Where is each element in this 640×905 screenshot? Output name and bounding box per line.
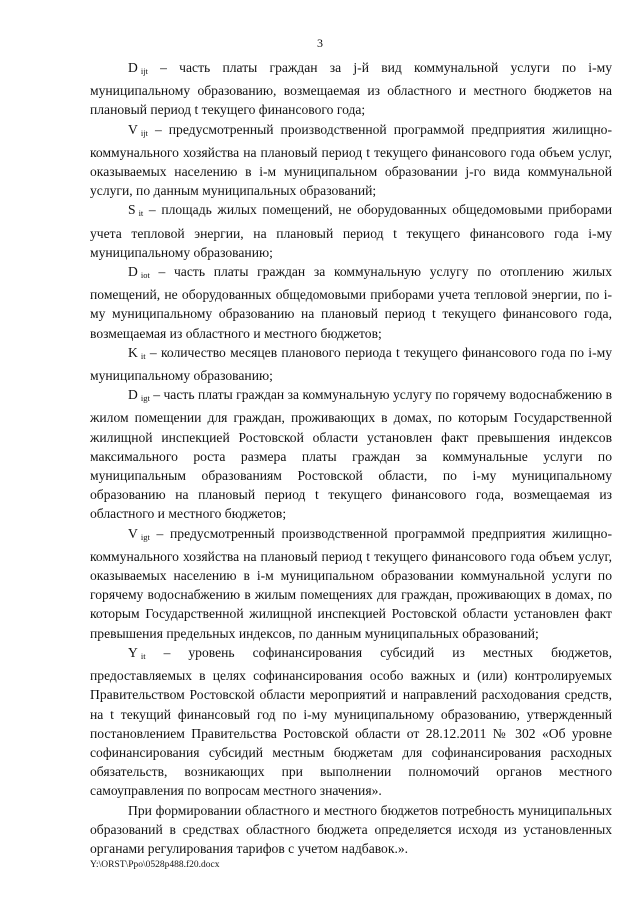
paragraph-y-it: Y $_{it}$ – уровень софинансирования субсидий из местных бюджетов, предоставляемых в целях софинансирования особо важных и (или) контролируемых Правительством Ростовской области мероприятий и направлений расходования средств, на t текущий финансовый год по i-му муниципальному образованию, утвержденный постановлением Правительства Ростовской области от 28.12.2011 № 302 «Об уровне софинансирования субсидий местным бюджетам для софинансирования расходных обязательств, возникающих при выполнении полномочий органов местного самоуправления по вопросам местного значения». (90, 644, 612, 799)
variable-symbol: D $_{ijt}$ (128, 60, 148, 76)
document-body (90, 58, 612, 858)
paragraph-v-igt: V $_{igt}$ – предусмотренный производственной программой предприятия жилищно-коммунального хозяйства на плановый период t текущего финансового года объем услуг, оказываемых населению в i-м муниципальном образовании коммунальной услуги по горячему водоснабжению в жилым помещениях для граждан, проживающих в домах, по которым Государственной жилищной инспекцией Ростовской области установлен факт превышения предельных индексов, по данным муниципальных образований; (90, 525, 612, 641)
paragraph-closing: При формировании областного и местного бюджетов потребность муниципальных образований в средствах областного бюджета определяется исходя из установленных органами регулирования тарифов с учетом надбавок.». (90, 802, 612, 856)
footer-file-path: Y:\ORST\Ppo\0528p488.f20.docx (90, 860, 220, 870)
paragraph-s-it: S $_{it}$ – площадь жилых помещений, не оборудованных общедомовыми приборами учета тепловой энергии, на плановый период t текущего финансового года i-му муниципальному образованию; (90, 202, 612, 260)
paragraph-d-iot: D $_{iot}$ – часть платы граждан за коммунальную услугу по отоплению жилых помещений, не оборудованных общедомовыми приборами учета тепловой энергии, по i-му муниципальному образованию на плановый период t текущего финансового года, возмещаемая из областного и местного бюджетов; (90, 264, 612, 341)
paragraph-k-it: K $_{it}$ – количество месяцев планового периода t текущего финансового года по i-му муниципальному образованию; (90, 344, 612, 384)
variable-symbol: D $_{iot}$ (128, 264, 150, 281)
variable-symbol: K $_{it}$ (128, 344, 146, 361)
paragraph-d-ijt: D $_{ijt}$ – часть платы граждан за j-й вид коммунальной услуги по i-му муниципальному образованию, возмещаемая из областного и местного бюджетов на плановый период t текущего финансового года; (90, 60, 612, 118)
variable-symbol: S $_{it}$ (128, 202, 144, 219)
variable-symbol: D $_{igt}$ (128, 387, 150, 404)
page-number: 3 (317, 36, 323, 50)
variable-symbol: V $_{ijt}$ (128, 121, 148, 138)
variable-symbol: Y $_{it}$ (128, 644, 146, 661)
variable-symbol: V $_{igt}$ (128, 525, 150, 542)
paragraph-d-igt: D $_{igt}$ – часть платы граждан за коммунальную услугу по горячему водоснабжению в жилом помещении для граждан, проживающих в домах, по которым Государственной жилищной инспекцией Ростовской области установлен факт превышения индексов максимального роста размера платы граждан за коммунальные услуги по муниципальным образованиям Ростовской области, по i-му муниципальному образованию на плановый период t текущего финансового года, возмещаемая из областного и местного бюджетов; (90, 387, 612, 522)
paragraph-v-ijt: V $_{ijt}$ – предусмотренный производственной программой предприятия жилищно-коммунального хозяйства на плановый период t текущего финансового года объем услуг, оказываемых населению в i-м муниципальном образовании j-го вида коммунальной услуги, по данным муниципальных образований; (90, 121, 612, 199)
